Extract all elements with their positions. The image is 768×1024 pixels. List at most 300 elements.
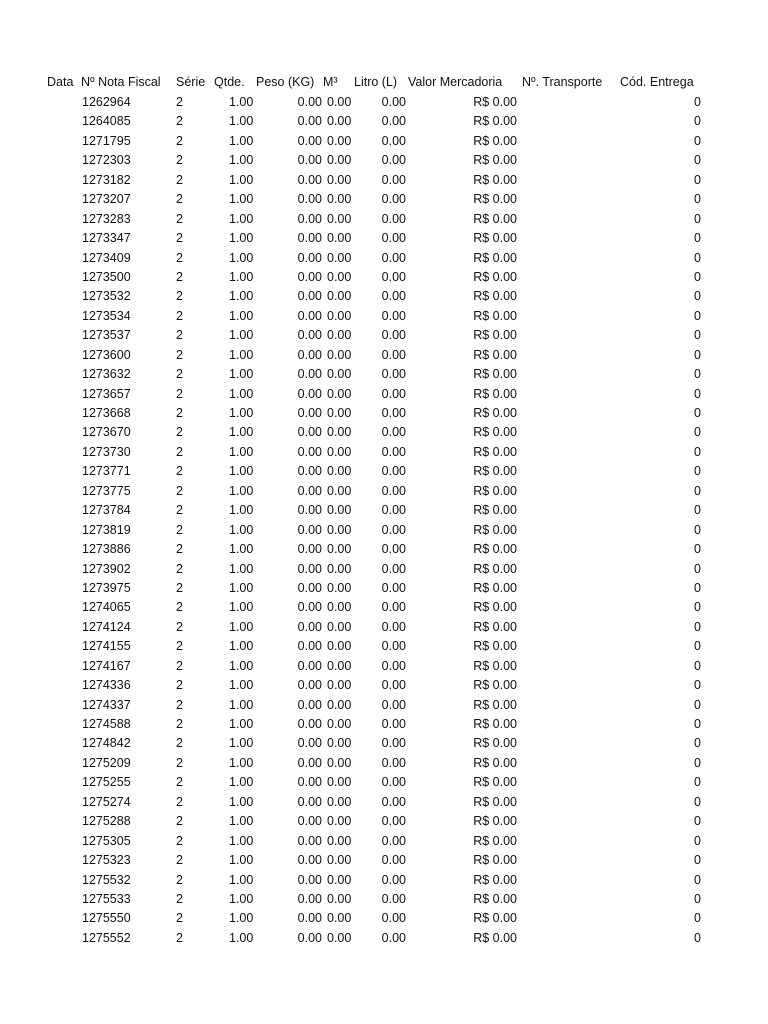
cell-nota-fiscal: 1273784: [82, 503, 131, 518]
cell-serie: 2: [176, 133, 183, 148]
cell-valor-mercadoria: R$ 0.00: [473, 464, 517, 479]
cell-peso: 0.00: [297, 250, 322, 265]
cell-nota-fiscal: 1273500: [82, 269, 131, 284]
cell-nota-fiscal: 1273886: [82, 542, 131, 557]
cell-m3: 0.00: [327, 775, 352, 790]
cell-nota-fiscal: 1273532: [82, 289, 131, 304]
cell-m3: 0.00: [327, 289, 352, 304]
table-row: [0, 540, 768, 559]
cell-serie: 2: [176, 250, 183, 265]
cell-valor-mercadoria: R$ 0.00: [473, 192, 517, 207]
cell-m3: 0.00: [327, 794, 352, 809]
cell-cod-entrega: 0: [694, 172, 701, 187]
cell-valor-mercadoria: R$ 0.00: [473, 872, 517, 887]
cell-serie: 2: [176, 717, 183, 731]
table-row: [0, 132, 768, 151]
cell-cod-entrega: 0: [694, 328, 701, 343]
cell-cod-entrega: 0: [694, 444, 701, 459]
cell-cod-entrega: 0: [694, 736, 701, 751]
cell-peso: 0.00: [297, 503, 322, 518]
cell-cod-entrega: 0: [694, 717, 701, 731]
cell-nota-fiscal: 1274337: [82, 697, 131, 712]
cell-serie: 2: [176, 172, 183, 187]
cell-serie: 2: [176, 406, 183, 420]
cell-m3: 0.00: [327, 678, 352, 693]
cell-nota-fiscal: 1275305: [82, 833, 131, 848]
cell-m3: 0.00: [327, 600, 352, 615]
cell-serie: 2: [176, 911, 183, 926]
cell-qtde: 1.00: [229, 717, 254, 731]
cell-litro: 0.00: [381, 133, 406, 148]
cell-m3: 0.00: [327, 172, 352, 187]
cell-serie: 2: [176, 211, 183, 226]
table-row: [0, 676, 768, 695]
cell-cod-entrega: 0: [694, 891, 701, 906]
table-row: [0, 287, 768, 306]
cell-qtde: 1.00: [229, 95, 254, 109]
column-header-m3: M³: [323, 75, 338, 89]
cell-peso: 0.00: [297, 736, 322, 751]
cell-valor-mercadoria: R$ 0.00: [473, 853, 517, 868]
table-row: [0, 579, 768, 598]
cell-peso: 0.00: [297, 114, 322, 129]
cell-qtde: 1.00: [229, 444, 254, 459]
cell-serie: 2: [176, 678, 183, 693]
cell-peso: 0.00: [297, 542, 322, 557]
cell-serie: 2: [176, 775, 183, 790]
table-row: [0, 657, 768, 676]
cell-nota-fiscal: 1275288: [82, 814, 131, 829]
cell-cod-entrega: 0: [694, 600, 701, 615]
cell-litro: 0.00: [381, 386, 406, 401]
cell-valor-mercadoria: R$ 0.00: [473, 95, 517, 109]
cell-qtde: 1.00: [229, 911, 254, 926]
cell-valor-mercadoria: R$ 0.00: [473, 425, 517, 440]
cell-cod-entrega: 0: [694, 911, 701, 926]
cell-peso: 0.00: [297, 717, 322, 731]
cell-cod-entrega: 0: [694, 464, 701, 479]
cell-qtde: 1.00: [229, 114, 254, 129]
cell-qtde: 1.00: [229, 133, 254, 148]
cell-valor-mercadoria: R$ 0.00: [473, 580, 517, 595]
cell-serie: 2: [176, 95, 183, 109]
cell-valor-mercadoria: R$ 0.00: [473, 736, 517, 751]
cell-litro: 0.00: [381, 347, 406, 362]
cell-m3: 0.00: [327, 269, 352, 284]
cell-litro: 0.00: [381, 464, 406, 479]
table-row: [0, 637, 768, 656]
cell-litro: 0.00: [381, 814, 406, 829]
cell-nota-fiscal: 1275532: [82, 872, 131, 887]
cell-m3: 0.00: [327, 347, 352, 362]
cell-peso: 0.00: [297, 444, 322, 459]
cell-qtde: 1.00: [229, 308, 254, 323]
cell-nota-fiscal: 1273975: [82, 580, 131, 595]
cell-cod-entrega: 0: [694, 542, 701, 557]
cell-valor-mercadoria: R$ 0.00: [473, 367, 517, 382]
cell-serie: 2: [176, 522, 183, 537]
table-row: [0, 560, 768, 579]
table-row: [0, 326, 768, 345]
cell-qtde: 1.00: [229, 367, 254, 382]
cell-serie: 2: [176, 580, 183, 595]
cell-litro: 0.00: [381, 911, 406, 926]
cell-peso: 0.00: [297, 814, 322, 829]
cell-valor-mercadoria: R$ 0.00: [473, 619, 517, 634]
cell-litro: 0.00: [381, 250, 406, 265]
cell-cod-entrega: 0: [694, 95, 701, 109]
cell-serie: 2: [176, 464, 183, 479]
cell-qtde: 1.00: [229, 853, 254, 868]
cell-m3: 0.00: [327, 542, 352, 557]
cell-valor-mercadoria: R$ 0.00: [473, 639, 517, 654]
cell-nota-fiscal: 1271795: [82, 133, 131, 148]
cell-valor-mercadoria: R$ 0.00: [473, 658, 517, 673]
cell-serie: 2: [176, 697, 183, 712]
cell-cod-entrega: 0: [694, 678, 701, 693]
cell-cod-entrega: 0: [694, 697, 701, 712]
cell-nota-fiscal: 1275533: [82, 891, 131, 906]
cell-nota-fiscal: 1273600: [82, 347, 131, 362]
table-row: [0, 423, 768, 442]
cell-peso: 0.00: [297, 211, 322, 226]
column-header-data: Data: [47, 75, 74, 89]
table-row: [0, 773, 768, 792]
cell-litro: 0.00: [381, 678, 406, 693]
cell-cod-entrega: 0: [694, 133, 701, 148]
table-row: [0, 346, 768, 365]
cell-peso: 0.00: [297, 269, 322, 284]
table-row: [0, 832, 768, 851]
cell-cod-entrega: 0: [694, 250, 701, 265]
cell-m3: 0.00: [327, 406, 352, 420]
cell-qtde: 1.00: [229, 250, 254, 265]
cell-peso: 0.00: [297, 872, 322, 887]
cell-valor-mercadoria: R$ 0.00: [473, 542, 517, 557]
cell-nota-fiscal: 1273819: [82, 522, 131, 537]
cell-qtde: 1.00: [229, 328, 254, 343]
cell-cod-entrega: 0: [694, 347, 701, 362]
cell-cod-entrega: 0: [694, 619, 701, 634]
cell-m3: 0.00: [327, 697, 352, 712]
table-row: [0, 696, 768, 715]
cell-m3: 0.00: [327, 483, 352, 498]
cell-nota-fiscal: 1274124: [82, 619, 131, 634]
cell-valor-mercadoria: R$ 0.00: [473, 153, 517, 168]
cell-m3: 0.00: [327, 503, 352, 518]
cell-peso: 0.00: [297, 697, 322, 712]
cell-litro: 0.00: [381, 231, 406, 246]
cell-nota-fiscal: 1273347: [82, 231, 131, 246]
cell-cod-entrega: 0: [694, 289, 701, 304]
cell-valor-mercadoria: R$ 0.00: [473, 930, 517, 945]
cell-qtde: 1.00: [229, 872, 254, 887]
cell-qtde: 1.00: [229, 386, 254, 401]
cell-serie: 2: [176, 930, 183, 945]
cell-cod-entrega: 0: [694, 872, 701, 887]
table-row: [0, 734, 768, 753]
table-row: [0, 812, 768, 831]
cell-cod-entrega: 0: [694, 114, 701, 129]
cell-serie: 2: [176, 231, 183, 246]
cell-qtde: 1.00: [229, 172, 254, 187]
cell-qtde: 1.00: [229, 231, 254, 246]
table-row: [0, 171, 768, 190]
cell-nota-fiscal: 1273668: [82, 406, 131, 420]
cell-valor-mercadoria: R$ 0.00: [473, 891, 517, 906]
cell-cod-entrega: 0: [694, 522, 701, 537]
cell-cod-entrega: 0: [694, 833, 701, 848]
cell-serie: 2: [176, 600, 183, 615]
cell-serie: 2: [176, 891, 183, 906]
cell-litro: 0.00: [381, 406, 406, 420]
cell-m3: 0.00: [327, 153, 352, 168]
cell-serie: 2: [176, 444, 183, 459]
cell-cod-entrega: 0: [694, 386, 701, 401]
cell-m3: 0.00: [327, 114, 352, 129]
cell-peso: 0.00: [297, 289, 322, 304]
cell-qtde: 1.00: [229, 406, 254, 420]
cell-peso: 0.00: [297, 833, 322, 848]
cell-serie: 2: [176, 328, 183, 343]
cell-litro: 0.00: [381, 192, 406, 207]
table-row: [0, 871, 768, 890]
cell-litro: 0.00: [381, 872, 406, 887]
cell-nota-fiscal: 1274065: [82, 600, 131, 615]
cell-cod-entrega: 0: [694, 503, 701, 518]
cell-serie: 2: [176, 153, 183, 168]
cell-nota-fiscal: 1275552: [82, 930, 131, 945]
cell-cod-entrega: 0: [694, 231, 701, 246]
cell-peso: 0.00: [297, 347, 322, 362]
table-row: [0, 793, 768, 812]
cell-m3: 0.00: [327, 308, 352, 323]
cell-cod-entrega: 0: [694, 425, 701, 440]
cell-peso: 0.00: [297, 911, 322, 926]
cell-litro: 0.00: [381, 658, 406, 673]
cell-litro: 0.00: [381, 95, 406, 109]
cell-nota-fiscal: 1274336: [82, 678, 131, 693]
cell-peso: 0.00: [297, 755, 322, 770]
cell-serie: 2: [176, 503, 183, 518]
cell-serie: 2: [176, 114, 183, 129]
cell-serie: 2: [176, 619, 183, 634]
cell-valor-mercadoria: R$ 0.00: [473, 133, 517, 148]
cell-peso: 0.00: [297, 192, 322, 207]
cell-m3: 0.00: [327, 639, 352, 654]
cell-peso: 0.00: [297, 308, 322, 323]
cell-m3: 0.00: [327, 833, 352, 848]
cell-m3: 0.00: [327, 522, 352, 537]
cell-m3: 0.00: [327, 231, 352, 246]
cell-nota-fiscal: 1273902: [82, 561, 131, 576]
cell-valor-mercadoria: R$ 0.00: [473, 814, 517, 829]
cell-nota-fiscal: 1273730: [82, 444, 131, 459]
cell-qtde: 1.00: [229, 814, 254, 829]
cell-valor-mercadoria: R$ 0.00: [473, 231, 517, 246]
column-header-litro: Litro (L): [354, 75, 398, 89]
cell-litro: 0.00: [381, 328, 406, 343]
cell-cod-entrega: 0: [694, 794, 701, 809]
cell-m3: 0.00: [327, 444, 352, 459]
cell-nota-fiscal: 1274155: [82, 639, 131, 654]
cell-nota-fiscal: 1274167: [82, 658, 131, 673]
cell-peso: 0.00: [297, 522, 322, 537]
column-header-peso: Peso (KG): [256, 75, 315, 89]
cell-serie: 2: [176, 269, 183, 284]
cell-serie: 2: [176, 483, 183, 498]
cell-m3: 0.00: [327, 891, 352, 906]
table-row: [0, 598, 768, 617]
cell-litro: 0.00: [381, 503, 406, 518]
cell-valor-mercadoria: R$ 0.00: [473, 697, 517, 712]
cell-nota-fiscal: 1273182: [82, 172, 131, 187]
cell-cod-entrega: 0: [694, 853, 701, 868]
cell-qtde: 1.00: [229, 891, 254, 906]
cell-litro: 0.00: [381, 153, 406, 168]
cell-litro: 0.00: [381, 522, 406, 537]
table-row: [0, 112, 768, 131]
cell-serie: 2: [176, 833, 183, 848]
cell-serie: 2: [176, 872, 183, 887]
table-row: [0, 210, 768, 229]
table-row: [0, 190, 768, 209]
cell-peso: 0.00: [297, 561, 322, 576]
column-header-cod-entrega: Cód. Entrega: [620, 75, 694, 89]
cell-nota-fiscal: 1273409: [82, 250, 131, 265]
table-row: [0, 482, 768, 501]
cell-cod-entrega: 0: [694, 580, 701, 595]
cell-peso: 0.00: [297, 483, 322, 498]
cell-peso: 0.00: [297, 658, 322, 673]
cell-valor-mercadoria: R$ 0.00: [473, 211, 517, 226]
cell-litro: 0.00: [381, 639, 406, 654]
cell-nota-fiscal: 1262964: [82, 95, 131, 109]
cell-cod-entrega: 0: [694, 192, 701, 207]
cell-qtde: 1.00: [229, 619, 254, 634]
cell-cod-entrega: 0: [694, 561, 701, 576]
cell-qtde: 1.00: [229, 269, 254, 284]
cell-qtde: 1.00: [229, 483, 254, 498]
cell-valor-mercadoria: R$ 0.00: [473, 406, 517, 420]
cell-serie: 2: [176, 386, 183, 401]
cell-nota-fiscal: 1274588: [82, 717, 131, 731]
cell-serie: 2: [176, 289, 183, 304]
cell-litro: 0.00: [381, 755, 406, 770]
cell-valor-mercadoria: R$ 0.00: [473, 833, 517, 848]
table-row: [0, 151, 768, 170]
cell-valor-mercadoria: R$ 0.00: [473, 114, 517, 129]
cell-serie: 2: [176, 192, 183, 207]
cell-peso: 0.00: [297, 172, 322, 187]
cell-peso: 0.00: [297, 386, 322, 401]
column-header-valor-mercadoria: Valor Mercadoria: [408, 75, 503, 89]
cell-litro: 0.00: [381, 775, 406, 790]
cell-m3: 0.00: [327, 211, 352, 226]
cell-m3: 0.00: [327, 853, 352, 868]
cell-qtde: 1.00: [229, 697, 254, 712]
cell-nota-fiscal: 1275323: [82, 853, 131, 868]
cell-valor-mercadoria: R$ 0.00: [473, 561, 517, 576]
cell-serie: 2: [176, 736, 183, 751]
table-row: [0, 443, 768, 462]
cell-m3: 0.00: [327, 736, 352, 751]
cell-litro: 0.00: [381, 717, 406, 731]
cell-valor-mercadoria: R$ 0.00: [473, 269, 517, 284]
table-row: [0, 385, 768, 404]
cell-valor-mercadoria: R$ 0.00: [473, 522, 517, 537]
cell-peso: 0.00: [297, 600, 322, 615]
cell-qtde: 1.00: [229, 930, 254, 945]
cell-peso: 0.00: [297, 775, 322, 790]
cell-qtde: 1.00: [229, 464, 254, 479]
cell-m3: 0.00: [327, 717, 352, 731]
cell-nota-fiscal: 1275255: [82, 775, 131, 790]
cell-litro: 0.00: [381, 619, 406, 634]
cell-nota-fiscal: 1275209: [82, 755, 131, 770]
cell-peso: 0.00: [297, 367, 322, 382]
cell-serie: 2: [176, 425, 183, 440]
cell-valor-mercadoria: R$ 0.00: [473, 289, 517, 304]
cell-valor-mercadoria: R$ 0.00: [473, 503, 517, 518]
cell-valor-mercadoria: R$ 0.00: [473, 755, 517, 770]
cell-litro: 0.00: [381, 794, 406, 809]
table-row: [0, 909, 768, 928]
cell-m3: 0.00: [327, 658, 352, 673]
cell-litro: 0.00: [381, 211, 406, 226]
cell-m3: 0.00: [327, 580, 352, 595]
cell-nota-fiscal: 1273657: [82, 386, 131, 401]
cell-valor-mercadoria: R$ 0.00: [473, 775, 517, 790]
cell-serie: 2: [176, 814, 183, 829]
cell-nota-fiscal: 1272303: [82, 153, 131, 168]
cell-m3: 0.00: [327, 133, 352, 148]
cell-serie: 2: [176, 853, 183, 868]
cell-nota-fiscal: 1273283: [82, 211, 131, 226]
cell-m3: 0.00: [327, 464, 352, 479]
cell-peso: 0.00: [297, 678, 322, 693]
cell-serie: 2: [176, 639, 183, 654]
cell-litro: 0.00: [381, 289, 406, 304]
table-row: [0, 890, 768, 909]
cell-qtde: 1.00: [229, 775, 254, 790]
cell-litro: 0.00: [381, 483, 406, 498]
cell-cod-entrega: 0: [694, 367, 701, 382]
cell-litro: 0.00: [381, 542, 406, 557]
cell-litro: 0.00: [381, 367, 406, 382]
cell-qtde: 1.00: [229, 736, 254, 751]
cell-m3: 0.00: [327, 755, 352, 770]
cell-valor-mercadoria: R$ 0.00: [473, 308, 517, 323]
table-row: [0, 268, 768, 287]
cell-m3: 0.00: [327, 561, 352, 576]
cell-valor-mercadoria: R$ 0.00: [473, 444, 517, 459]
cell-valor-mercadoria: R$ 0.00: [473, 911, 517, 926]
cell-cod-entrega: 0: [694, 308, 701, 323]
table-row: [0, 929, 768, 948]
cell-m3: 0.00: [327, 250, 352, 265]
spreadsheet-table: [0, 72, 768, 948]
cell-cod-entrega: 0: [694, 755, 701, 770]
table-row: [0, 229, 768, 248]
cell-litro: 0.00: [381, 736, 406, 751]
cell-peso: 0.00: [297, 133, 322, 148]
cell-qtde: 1.00: [229, 561, 254, 576]
cell-m3: 0.00: [327, 930, 352, 945]
table-header-row: [0, 72, 768, 93]
cell-serie: 2: [176, 308, 183, 323]
cell-qtde: 1.00: [229, 211, 254, 226]
